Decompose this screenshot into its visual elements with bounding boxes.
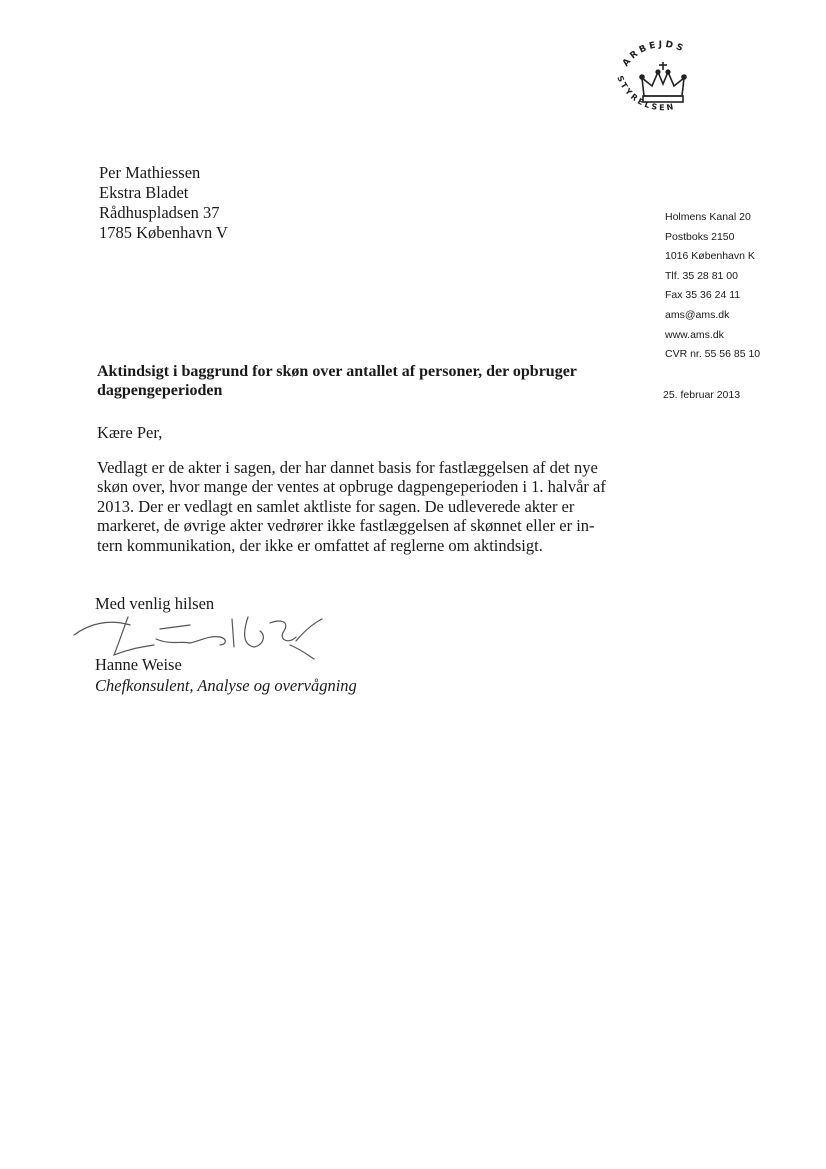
crown-icon	[640, 62, 686, 102]
sender-cvr: CVR nr. 55 56 85 10	[665, 348, 761, 361]
body-line: 2013. Der er vedlagt en samlet aktliste for sagen. De udleverede akter er	[97, 496, 575, 516]
letter-subject	[97, 362, 617, 400]
sender-fax: Fax 35 36 24 11	[665, 289, 741, 302]
signer-name: Hanne Weise	[95, 655, 182, 674]
letter-date: 25. februar 2013	[663, 389, 741, 401]
salutation: Kære Per,	[97, 423, 163, 442]
body-line: Vedlagt er de akter i sagen, der har dannet basis for fastlæggelsen af det nye	[97, 458, 598, 477]
letter-body	[97, 458, 622, 555]
ams-seal-logo	[598, 32, 728, 142]
closing: Med venlig hilsen	[95, 594, 215, 613]
sender-phone: Tlf. 35 28 81 00	[665, 269, 738, 282]
sender-email: ams@ams.dk	[665, 308, 730, 321]
recipient-organization: Ekstra Bladet	[99, 183, 189, 202]
body-line: skøn over, hvor mange der ventes at opbruge dagpengeperioden i 1. halvår af	[97, 477, 606, 497]
seal-text-top: ARBEJDS	[621, 39, 688, 69]
subject-line: dagpengeperioden	[97, 382, 223, 399]
body-line: markeret, de øvrige akter vedrører ikke fastlæggelsen af skønnet eller er in-	[97, 516, 595, 536]
recipient-city: 1785 København V	[99, 223, 228, 242]
body-line: tern kommunikation, der ikke er omfattet af reglerne om aktindsigt.	[97, 535, 543, 555]
sender-address: Holmens Kanal 20	[665, 211, 751, 223]
subject-line: Aktindsigt i baggrund for skøn over antallet af personer, der opbruger	[97, 363, 577, 380]
recipient-name: Per Mathiessen	[99, 163, 201, 182]
sender-postbox: Postboks 2150	[665, 230, 735, 243]
signer-title: Chefkonsulent, Analyse og overvågning	[95, 676, 357, 695]
sender-web: www.ams.dk	[665, 328, 724, 341]
sender-info	[665, 208, 760, 365]
svg-text:ARBEJDS	[621, 40, 687, 69]
seal-text-bottom: STYRELSEN	[615, 74, 677, 113]
recipient-street: Rådhuspladsen 37	[99, 203, 220, 222]
sender-city: 1016 København K	[665, 250, 755, 263]
recipient-address	[99, 163, 228, 243]
